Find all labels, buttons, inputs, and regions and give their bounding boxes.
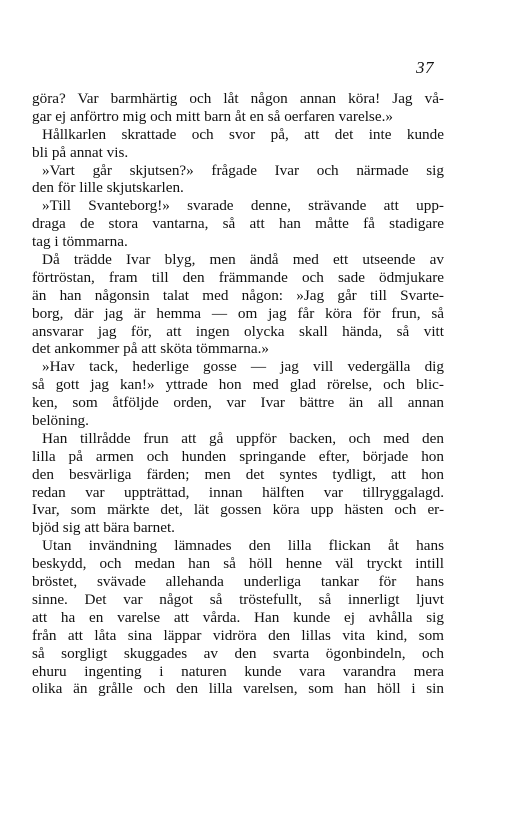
text-line: den besvärliga färden; men det syntes tydligt, att hon	[32, 465, 444, 483]
text-line: Då trädde Ivar blyg, men ändå med ett utseende av	[42, 251, 444, 269]
paragraph	[32, 358, 444, 430]
text-line: belöning.	[32, 412, 89, 430]
text-line: den för lille skjutskarlen.	[32, 179, 184, 197]
text-line: ken, som åtföljde orden, var Ivar bättre än all annan	[32, 394, 444, 412]
paragraph	[32, 90, 444, 126]
paragraph	[32, 251, 444, 358]
text-line: draga de stora vantarna, så att han måtte få stadigare	[32, 215, 444, 233]
text-line: så gott jag kan!» yttrade hon med glad rörelse, och blic-	[32, 376, 444, 394]
body-text	[32, 90, 444, 698]
text-line: »Vart går skjutsen?» frågade Ivar och närmade sig	[42, 161, 444, 179]
text-line: borg, där jag är hemma — om jag får köra för frun, så	[32, 304, 444, 322]
text-line: att ha en varelse att vårda. Han kunde ej avhålla sig	[32, 608, 444, 626]
text-line: »Till Svanteborg!» svarade denne, strävande att upp-	[42, 197, 444, 215]
text-line: bröstet, svävade allehanda underliga tankar för hans	[32, 573, 444, 591]
text-line: lilla på armen och hunden springande efter, började hon	[32, 447, 444, 465]
text-line: gar ej anförtro mig och mitt barn åt en så oerfaren varelse.»	[32, 107, 393, 125]
text-line: ehuru ingenting i naturen kunde vara varandra mera	[32, 662, 444, 680]
text-line: så sorgligt skuggades av den svarta ögonbindeln, och	[32, 644, 444, 662]
text-line: redan var uppträttad, innan hälften var tillryggalagd.	[32, 483, 444, 501]
text-line: »Hav tack, hederlige gosse — jag vill vedergälla dig	[42, 358, 444, 376]
text-line: sinne. Det var något så tröstefullt, så innerligt ljuvt	[32, 590, 444, 608]
text-line: det ankommer på att sköta tömmarna.»	[32, 340, 270, 358]
text-line: Ivar, som märkte det, lät gossen köra upp hästen och er-	[32, 501, 444, 519]
paragraph	[32, 537, 444, 698]
text-line: beskydd, och medan han så höll henne väl tryckt intill	[32, 555, 444, 573]
paragraph	[32, 430, 444, 537]
text-line: än han någonsin talat med någon: »Jag går till Svarte-	[32, 286, 444, 304]
text-line: bjöd sig att bära barnet.	[32, 519, 175, 537]
text-line: Han tillrådde frun att gå uppför backen, och med den	[42, 429, 444, 447]
page-number: 37	[416, 58, 434, 77]
text-line: ansvarar jag för, att ingen olycka skall hända, så vitt	[32, 322, 444, 340]
text-line: tag i tömmarna.	[32, 233, 128, 251]
text-line: bli på annat vis.	[32, 143, 129, 161]
text-line: Hållkarlen skrattade och svor på, att det inte kunde	[42, 125, 444, 143]
text-line: olika än grålle och den lilla varelsen, som han höll i sin	[32, 680, 444, 698]
text-line: förtröstan, fram till den främmande och sade ödmjukare	[32, 268, 444, 286]
paragraph	[32, 197, 444, 251]
text-line: Utan invändning lämnades den lilla flickan åt hans	[42, 537, 444, 555]
paragraph	[32, 162, 444, 198]
paragraph	[32, 126, 444, 162]
text-line: från att låta sina läppar vidröra den lillas vita kind, som	[32, 626, 444, 644]
text-line: göra? Var barmhärtig och låt någon annan köra! Jag vå-	[32, 90, 444, 107]
